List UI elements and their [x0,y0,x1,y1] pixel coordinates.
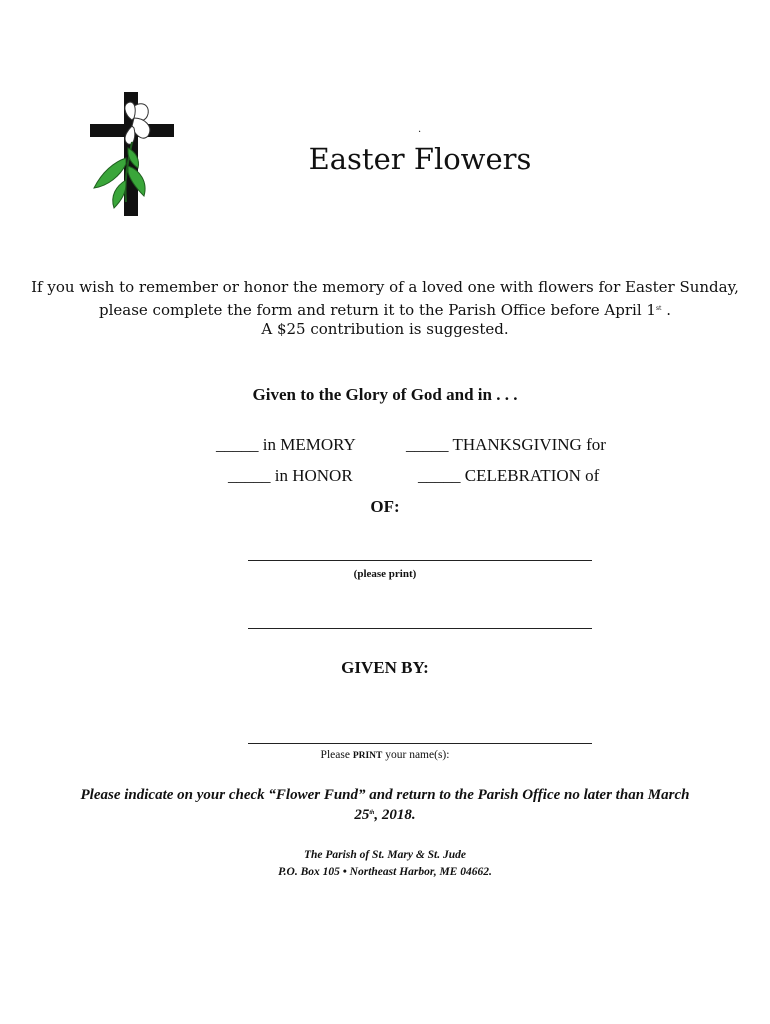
print-name-after: your name(s): [382,749,450,761]
of-label: OF: [370,497,400,516]
please-print-hint: (please print) [353,568,417,580]
header-dot: . [418,124,422,135]
check-note-line-2 [0,807,770,824]
option-celebration: _____ CELEBRATION of [418,466,600,485]
page-title: Easter Flowers [308,142,532,176]
intro-line-2-end: . [661,301,671,319]
intro-line-2 [0,298,770,321]
print-name-hint [0,749,770,761]
check-note-date: 25 [354,807,370,823]
intro-line-2-sup: st [655,305,662,312]
check-note-year: , 2018. [374,807,416,823]
cross-with-lily-icon [88,92,176,216]
check-note-line-1: Please indicate on your check “Flower Fund” and return to the Parish Office no later than March [80,787,690,803]
option-in-memory: _____ in MEMORY [216,435,356,454]
parish-address: P.O. Box 105 • Northeast Harbor, ME 04662. [278,866,492,878]
print-name-before: Please [320,749,353,761]
intro-line-3: A $25 contribution is suggested. [261,320,509,338]
parish-name: The Parish of St. Mary & St. Jude [304,849,466,861]
honoree-name-line-2 [248,628,592,629]
check-note-sup: th [369,810,375,816]
intro-line-1: If you wish to remember or honor the memory of a loved one with flowers for Easter Sunday, [31,278,739,296]
honoree-name-line-1 [248,560,592,561]
option-in-honor: _____ in HONOR [228,466,353,485]
given-by-label: GIVEN BY: [341,658,429,677]
glory-heading: Given to the Glory of God and in . . . [252,385,518,404]
intro-line-2-text: please complete the form and return it to the Parish Office before April 1 [99,301,656,319]
print-name-bold: PRINT [352,751,383,761]
giver-name-line [248,743,592,744]
option-thanksgiving: _____ THANKSGIVING for [406,435,606,454]
